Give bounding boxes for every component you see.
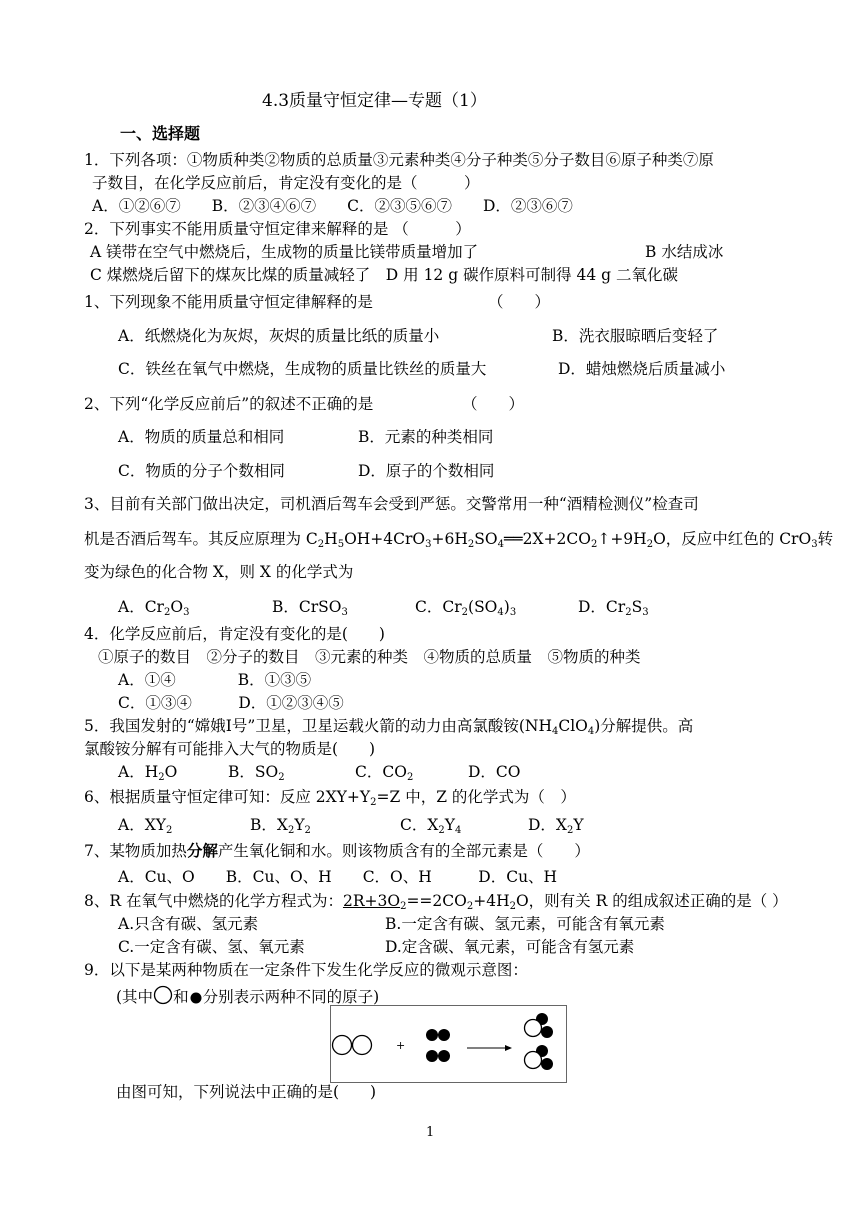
product-black-atom (541, 1058, 553, 1070)
question-4-paren: （ ） (462, 395, 525, 413)
question-2-options-cd: C 煤燃烧后留下的煤灰比煤的质量减轻了 D 用 12 g 碳作原料可制得 44 g 二氧化碳 (90, 266, 678, 284)
question-4-stem: 2、下列“化学反应前后”的叙述不正确的是 (84, 395, 374, 413)
question-11-legend-note: (其中 和 分别表示两种不同的原子) (116, 985, 379, 1007)
question-5-line-3: 变为绿色的化合物 X，则 X 的化学式为 (84, 563, 354, 581)
question-8-option-c: C．$X_2Y_4$ (400, 816, 462, 836)
question-6-options-ab: A．①④ B．①③⑤ (118, 671, 312, 689)
question-9-options: A．Cu、O B．Cu、O、H C．O、H D．Cu、H (118, 868, 558, 886)
question-7-option-d: D．CO (468, 763, 521, 781)
question-10-option-c: C.一定含有碳、氢、氧元素 (118, 938, 305, 956)
page-title: 4.3质量守恒定律—专题（1） (262, 91, 487, 111)
question-1-stem: 1．下列各项：①物质种类②物质的总质量③元素种类④分子种类⑤分子数目⑥原子种类⑦原 (84, 151, 714, 169)
product-white-atom (525, 1052, 542, 1069)
reaction-diagram (330, 1005, 567, 1083)
question-2-option-b: B 水结成冰 (645, 243, 724, 261)
reactant-black-atom (426, 1029, 438, 1041)
question-7-line-2: 氯酸铵分解有可能排入大气的物质是( ) (84, 740, 376, 758)
question-7-option-b: B．$SO_2$ (228, 763, 285, 783)
page-number: 1 (426, 1125, 435, 1140)
product-white-atom (525, 1020, 542, 1037)
question-5-option-a: A．$Cr_2O_3$ (118, 598, 190, 618)
question-8-option-b: B．$X_2Y_2$ (250, 816, 311, 836)
question-6-options-cd: C．①③④ D．①②③④⑤ (118, 694, 344, 712)
question-3-option-a: A．纸燃烧化为灰烬，灰烬的质量比纸的质量小 (118, 327, 440, 345)
question-1-options: A．①②⑥⑦ B．②③④⑥⑦ C．②③⑤⑥⑦ D．②③⑥⑦ (92, 197, 573, 215)
reactant-black-atom (426, 1050, 438, 1062)
question-5-line-1: 3、目前有关部门做出决定，司机酒后驾车会受到严惩。交警常用一种“酒精检测仪”检查司 (84, 495, 699, 513)
question-5-option-b: B．CrSO$_3$ (272, 598, 348, 618)
question-4-option-b: B．元素的种类相同 (358, 428, 494, 446)
question-7-option-a: A．$H_2O$ (118, 763, 178, 783)
black-atom-icon (189, 989, 203, 1005)
question-5-option-c: C．$Cr_2(SO_4)_3$ (415, 598, 517, 618)
question-2-stem: 2．下列事实不能用质量守恒定律来解释的是 （ ） (84, 220, 471, 238)
question-3-stem: 1、下列现象不能用质量守恒定律解释的是 (84, 293, 373, 311)
question-3-option-b: B．洗衣服晾晒后变轻了 (552, 327, 719, 345)
question-4-option-a: A．物质的质量总和相同 (118, 428, 285, 446)
question-3-option-c: C．铁丝在氧气中燃烧，生成物的质量比铁丝的质量大 (118, 360, 487, 378)
question-7-option-c: C．$CO_2$ (355, 763, 414, 783)
reactant-black-atom (438, 1050, 450, 1062)
reactant-black-atom (438, 1029, 450, 1041)
question-8-stem: 6、根据质量守恒定律可知：反应 $2XY+Y_2=Z$ 中，Z 的化学式为（ ） (84, 788, 576, 808)
question-3-option-d: D．蜡烛燃烧后质量减小 (558, 360, 726, 378)
question-7-line-1: 5．我国发射的“嫦娥Ⅰ号”卫星，卫星运载火箭的动力由高氯酸铵$(NH_4ClO_4)$分解提供。高 (84, 717, 694, 737)
reactant-white-atom (353, 1036, 372, 1055)
section-heading: 一、选择题 (120, 124, 201, 143)
question-10-option-a: A.只含有碳、氢元素 (118, 915, 259, 933)
white-atom-icon (153, 985, 173, 1005)
question-11-ask: 由图可知，下列说法中正确的是( ) (116, 1083, 377, 1101)
question-8-option-d: D．$X_2Y$ (528, 816, 584, 836)
question-2-option-a: A 镁带在空气中燃烧后，生成物的质量比镁带质量增加了 (90, 243, 479, 261)
question-10-option-b: B.一定含有碳、氢元素，可能含有氧元素 (385, 915, 665, 933)
plus-sign: + (396, 1039, 406, 1052)
reactant-white-atom (333, 1036, 352, 1055)
question-10-stem: 8、R 在氧气中燃烧的化学方程式为：$2R+3O_2==2CO_2+4H_2O$，则有关 R 的组成叙述正确的是（ ） (84, 892, 788, 912)
question-4-option-c: C．物质的分子个数相同 (118, 462, 285, 480)
question-6-stem: 4．化学反应前后，肯定没有变化的是( ) (84, 625, 385, 643)
question-1-stem-cont: 子数目，在化学反应前后，肯定没有变化的是（ ） (92, 174, 480, 192)
product-black-atom (541, 1026, 553, 1038)
reaction-arrow-head (505, 1045, 512, 1051)
question-9-stem: 7、某物质加热分解产生氧化铜和水。则该物质含有的全部元素是（ ） (84, 841, 590, 860)
question-11-stem: 9．以下是某两种物质在一定条件下发生化学反应的微观示意图： (84, 961, 528, 979)
question-8-option-a: A．$XY_2$ (118, 816, 173, 836)
question-10-option-d: D.定含碳、氧元素，可能含有氢元素 (385, 938, 635, 956)
question-6-items: ①原子的数目 ②分子的数目 ③元素的种类 ④物质的总质量 ⑤物质的种类 (98, 648, 641, 666)
question-5-option-d: D．$Cr_2S_3$ (578, 598, 649, 618)
question-5-line-2: 机是否酒后驾车。其反应原理为 $C_2H_5OH+4CrO_3+6H_2SO_4══2X+2CO_2↑+9H_2O$，反应中红色的 CrO$_3$转 (84, 530, 834, 550)
question-4-option-d: D．原子的个数相同 (358, 462, 495, 480)
question-3-paren: （ ） (488, 293, 551, 311)
